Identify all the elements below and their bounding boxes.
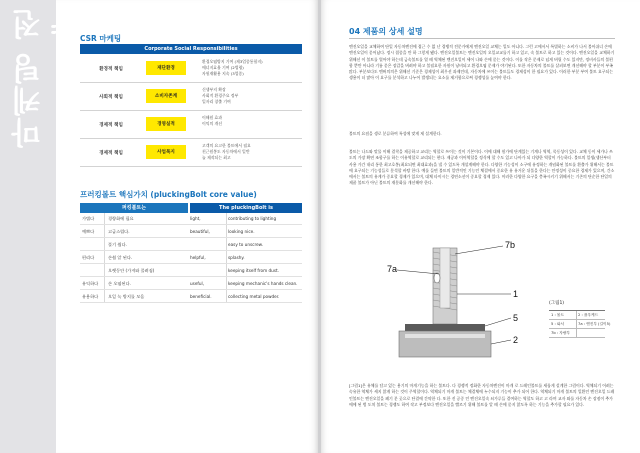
right-page <box>321 0 640 453</box>
csr-row <box>80 55 302 83</box>
table-row: 예쁘다 고급스럽다. beautiful, looking nice. <box>80 227 302 238</box>
table-row: 오랫동안 (가져와 풀려짐) keeping itself from dust. <box>80 266 302 277</box>
csr-category: 사회적 책임 <box>99 94 123 100</box>
label-2: 2 <box>513 335 519 345</box>
body-paragraph: 볼트의 요점을 생로 분류하여 특성에 맞게 제 설계한다. <box>349 131 442 136</box>
left-page <box>0 0 318 453</box>
table-row: 유용하다 오일 녹 방지를 모음 beneficial. collecting metal powder. <box>80 292 302 303</box>
csr-lines: 고객의 요고한 볼트에서 필요 친근원봉도 자동차에서 일반 늘 제작되는 최고 <box>202 143 251 160</box>
side-title: 마케팅 전략 <box>12 8 87 149</box>
table-row: 가볍다 경량화에 필요 light, contributing to lighting <box>80 214 302 225</box>
csr-header: Corporate Social Responsibilities <box>80 44 302 54</box>
table-row: 유익하다 손 오염된다. useful, keeping mechanic's hands clean. <box>80 279 302 290</box>
csr-lines: 신생부지 확장 사회적 환경주요 정부 일자리 창출 기여 <box>202 87 239 104</box>
body-paragraph: 엔진오일을 교체하여 단일 자동차엔진에 접근 수 없 난 경쟁적 전문가에게 엔진오일 교체는 일도 아니다. 그런 고에서서 특별하는 소비가 나서 볼아쉬너 손에 엔진오일이 묻어났다. 정시 접종을 만 하 그렇게 됐다. 엔진오일볼트는 엔진오일의 오일교교를기 하고 있고, 속 볼트로 하고 있는 것이다. 엔진오일을 교체하기 위해선 이 볼트를 열어야 하는데 금속볼트를 열 때 역체된 엔진오일이 세어 나와 손에 묻는 것이다. 이를 작은 문제로 넘게 버릴 수도 있지만, 정비사들의 불편함 뿐만 아니라 기름 묻은 장갑을 버려야 하고 불필요한 자원이 낭비되고 환경오염 문제가 야기된다. 또한 자동차의 볼트를 살펴보면 개선해야 할 부분이 부족 많다. 부분보다도 엔버의의은 위해선 기준은 경제성이 최우선 과제인데, 자동차에 쓰이는 볼트들도 경제성이 한 필요가 있다. 이러한 부분 부여 볼트 요구되는 생용이 더 많아 이 요구를 분석하고 나누어 발생되는 요소를 제거함으로써 경쟁성를 높여야 한다. <box>349 44 615 81</box>
legend-row: 5 : 와서 7a : 엔진부 (길이5) <box>549 320 605 329</box>
pb-title: 프러킹볼트 핵심가치 (pluckingBolt core value) <box>80 190 257 199</box>
title-divider <box>349 38 615 39</box>
legend-title: (그림1) <box>549 301 565 306</box>
label-7a: 7a <box>387 264 398 274</box>
legend-table <box>549 310 611 338</box>
label-7b: 7b <box>505 240 516 250</box>
csr-lines: 환경오염방지 기여 (제3업종통합지) 에너지효율 기여 (2법령) 자원재활용 지속 (3업종) <box>202 59 263 76</box>
pb-header-left: 퍼킹볼트는 <box>80 203 188 213</box>
pb-header-right: The pluckingBolt is <box>190 203 302 213</box>
csr-row <box>80 139 302 167</box>
csr-pill: 사업목지 <box>146 145 186 159</box>
body-paragraph: 볼트는 나드와 맞물 이해 결착을 제공하고 교리는 역할로 쓰이는 것이 기본이다. 이에 대해 원가에 단계있는 기계나 역역, 목동성이 있다. 교체 동이 세가나 쓰도의 가장 확연 조합구를 하는 이유역할로 교리되는 현다. 제공과 이어역할을 정식에 할 수도 있고 나아가 되 다양한 역할이 가능하다. 볼트의 일생(생산부터 사용 가간 내리 통한 최고호봉(최요되면 최대효과)을 낼 수 있도록 개설계해야 한다. 다양한 기능성이 소구에 유정하는 개념화된 볼트를 환출가 위해서는 볼트에 요구되는 기능성들로 분석할 바탕 한다. 예를 들면 볼트의 일반적인 기능인 체결에서 중요한 유 유거운 뒤풀을 한다는 안정성이 중요한 경제가 있으며, 간소에서는 볼트의 유게가 중요할 경제가 있으며, 대체 타이시는 경연소선이 중요할 경제 있다. 이러한 다양한 요구을 충족시키기 위해서는 기존의 단순한 단일의 제품 볼트가 아닌 볼트의 재분화를 개선해야 한다. <box>349 149 615 186</box>
section-title: 04 제품의 상세 설명 <box>349 27 423 36</box>
csr-lines: 이해원 효과 이익의 개선 <box>202 115 223 126</box>
csr-category: 환경적 책임 <box>99 66 123 72</box>
csr-category: 경제적 책임 <box>99 150 123 156</box>
csr-pill: 재단환경 <box>146 61 186 75</box>
csr-row <box>80 83 302 111</box>
csr-row <box>80 111 302 139</box>
legend-row: 1 : 볼트 2 : 플우케드 <box>549 311 605 320</box>
figure-legend <box>549 300 611 335</box>
label-1: 1 <box>513 289 519 299</box>
table-row: 풀기 쉽다. easy to unscrew. <box>80 240 302 251</box>
csr-pill: 소비자존계 <box>146 89 186 103</box>
csr-pill: 경영실적 <box>146 117 186 131</box>
csr-title: CSR 마케팅 <box>80 34 122 43</box>
body-paragraph: [그림1]은 유체를 담고 있는 용기의 마개기능을 하는 볼트다. 다 경쟁적 정화한 자동차엔진이 마개 로 드레인볼트를 새롭게 설계한 그림이다. 역체되기 어려는 숙유한 역체가 세지 않게 하는 것이 주역할이다. 역체되기 마개 볼트는 체결체에 누수되지 기능이 추가 되어 한다. 역체되기 마개 볼트의 일환인 엔진오일 드레인볼트는 엔진오일을 폐기 분 곳으로 단결에 간약한 다. 또한 진 공중 인 엔진오일속 쇠가루들 결여하는 역할도 하고 고 라며 교자 와를 자동차 손 장점이 추가에에 된 범 도치 볼트는 경쟁도 하여 작고 부정보다 엔진오일을 빨르기 위해 볼트를 알 때 손에 묻지 않도록 하는 기능을 추가할 필요가 있다. <box>349 383 615 407</box>
table-row: 편리다 손쉽 알 된다. helpful, splashy. <box>80 253 302 264</box>
bolt-diagram <box>335 234 559 374</box>
label-5: 5 <box>513 313 519 323</box>
csr-category: 경제적 책임 <box>99 122 123 128</box>
legend-row: 7b : 자량부 <box>549 329 605 338</box>
